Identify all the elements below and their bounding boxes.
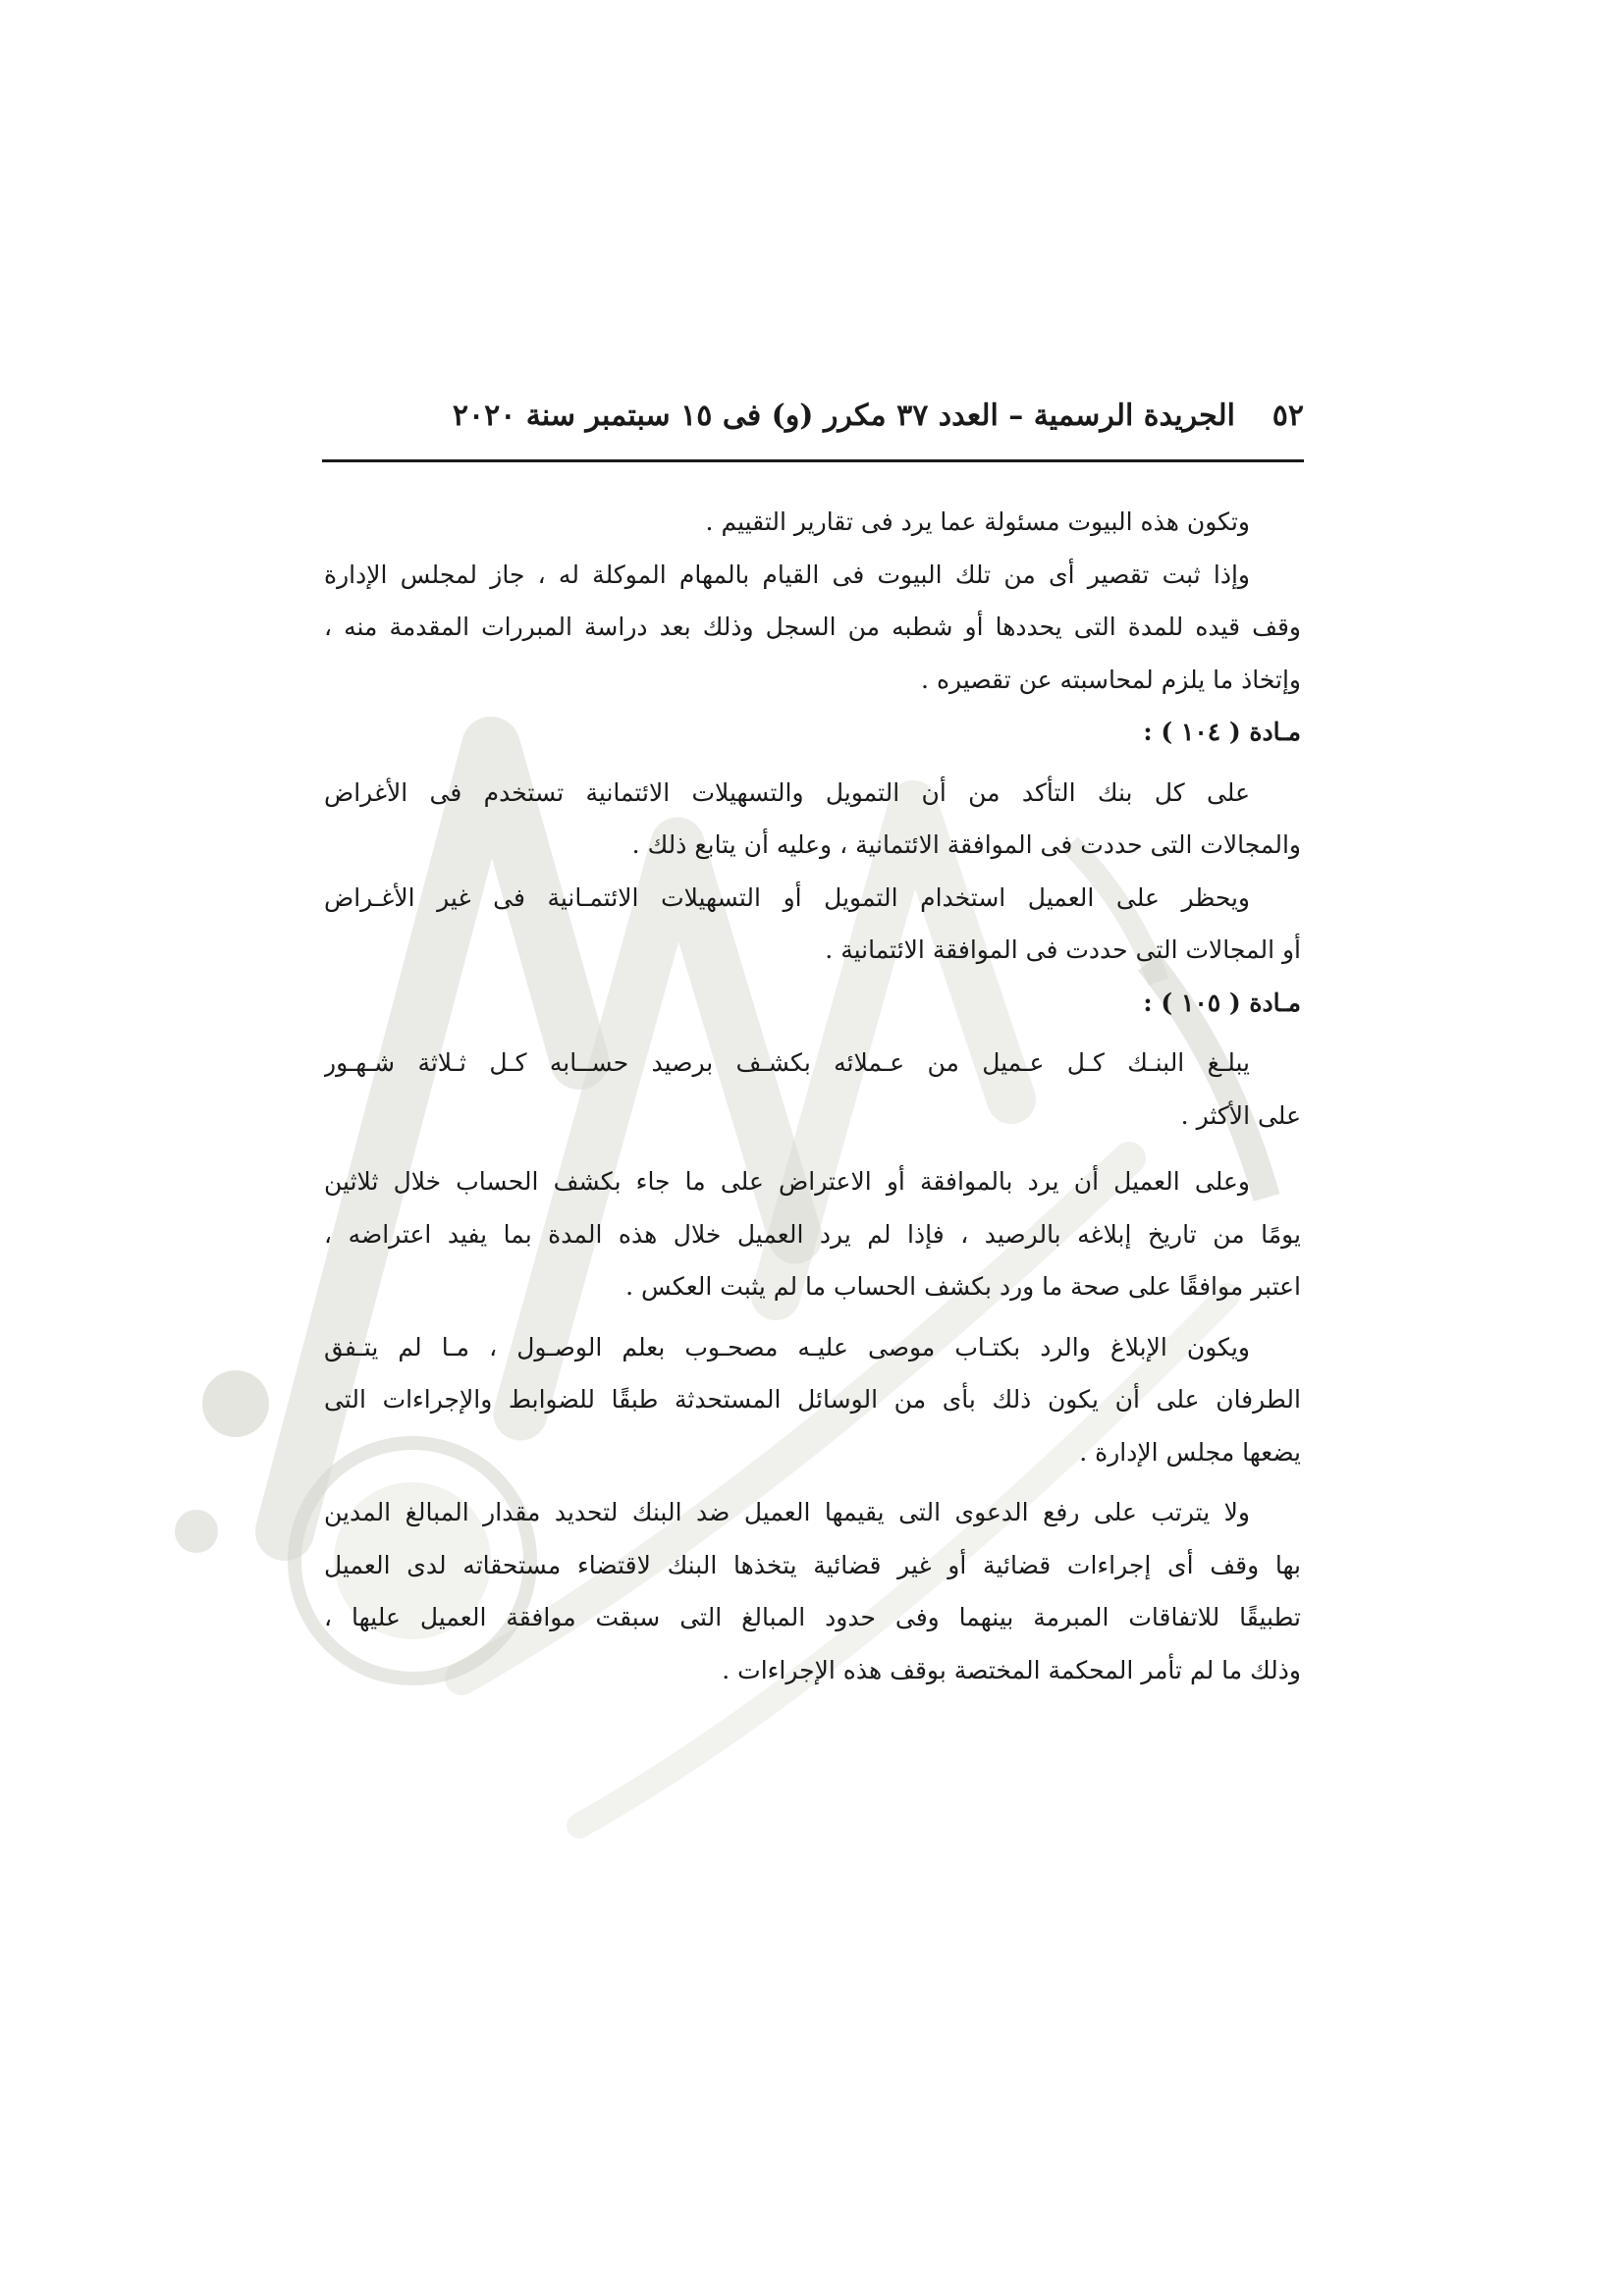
- paragraph-line: ويحظر على العميل استخدام التمويل أو التسهيلات الائتمـانية فى غير الأغـراض: [324, 882, 1250, 912]
- paragraph-line: وقف قيده للمدة التى يحددها أو شطبه من السجل وذلك بعد دراسة المبررات المقدمة منه ،: [324, 613, 1301, 641]
- paragraph-line: يضعها مجلس الإدارة .: [1079, 1437, 1301, 1467]
- paragraph-line: ولا يترتب على رفع الدعوى التى يقيمها العميل ضد البنك لتحديد مقدار المبالغ المدين: [324, 1498, 1250, 1526]
- paragraph-line: وإذا ثبت تقصير أى من تلك البيوت فى القيام بالمهام الموكلة له ، جاز لمجلس الإدارة: [324, 560, 1250, 589]
- paragraph-line: على كل بنك التأكد من أن التمويل والتسهيلات الائتمانية تستخدم فى الأغراض: [324, 777, 1250, 807]
- article-105-heading: مـادة ( ١٠٥ ) :: [1143, 988, 1301, 1017]
- page-header: [322, 381, 1304, 469]
- paragraph-line: الطرفان على أن يكون ذلك بأى من الوسائل المستحدثة طبقًا للضوابط والإجراءات التى: [324, 1385, 1301, 1414]
- paragraph-line: أو المجالات التى حددت فى الموافقة الائتمانية .: [825, 935, 1301, 964]
- paragraph-line: على الأكثر .: [1180, 1100, 1301, 1130]
- paragraph-line: وإتخاذ ما يلزم لمحاسبته عن تقصيره .: [921, 665, 1301, 694]
- page-number: ٥٢: [1271, 399, 1304, 433]
- paragraph-line: تطبيقًا للاتفاقات المبرمة بينهما وفى حدود المبالغ التى سبقت موافقة العميل عليها ،: [324, 1603, 1301, 1631]
- article-104-heading: مـادة ( ١٠٤ ) :: [1143, 718, 1301, 746]
- paragraph-line: وذلك ما لم تأمر المحكمة المختصة بوقف هذه الإجراءات .: [722, 1655, 1301, 1684]
- paragraph-line: ويكون الإبلاغ والرد بكتـاب موصى عليـه مصحـوب بعلم الوصـول ، مـا لم يتـفق: [324, 1332, 1250, 1362]
- header-divider: [322, 459, 1304, 462]
- document-body: [324, 496, 1301, 1696]
- paragraph-line: يومًا من تاريخ إبلاغه بالرصيد ، فإذا لم يرد العميل خلال هذه المدة بما يفيد اعتراضه ،: [324, 1219, 1301, 1249]
- paragraph-line: وتكون هذه البيوت مسئولة عما يرد فى تقارير التقييم .: [705, 507, 1250, 536]
- paragraph-line: يبلـغ البنـك كـل عـميل من عـملائه بكشـف برصيد حســابه كـل ثـلاثة شـهـور: [324, 1048, 1250, 1077]
- paragraph-line: وعلى العميل أن يرد بالموافقة أو الاعتراض على ما جاء بكشف الحساب خلال ثلاثين: [324, 1167, 1250, 1196]
- paragraph-line: والمجالات التى حددت فى الموافقة الائتمانية ، وعليه أن يتابع ذلك .: [631, 830, 1301, 859]
- paragraph-line: اعتبر موافقًا على صحة ما ورد بكشف الحساب ما لم يثبت العكس .: [625, 1272, 1301, 1301]
- paragraph-line: بها وقف أى إجراءات قضائية أو غير قضائية يتخذها البنك لاقتضاء مستحقاته لدى العميل: [324, 1550, 1301, 1579]
- gazette-header-title: الجريدة الرسمية – العدد ٣٧ مكرر (و) فى ١٥ سبتمبر سنة ٢٠٢٠: [452, 399, 1235, 433]
